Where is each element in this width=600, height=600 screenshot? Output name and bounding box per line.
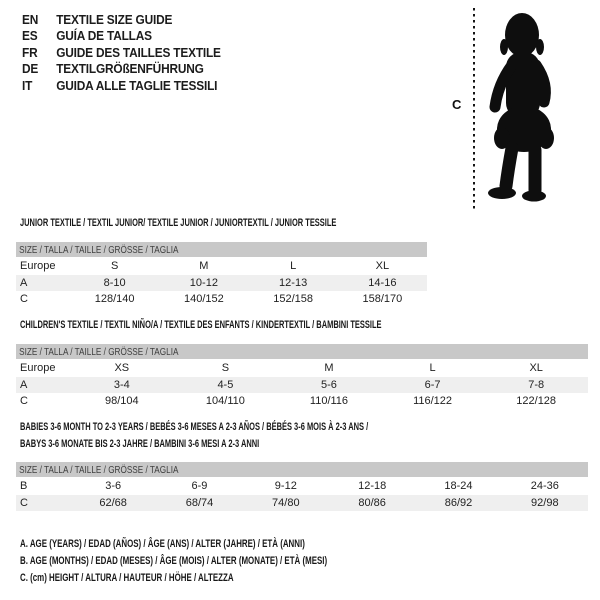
language-code: FR: [22, 45, 38, 60]
table-row: [16, 495, 588, 512]
section-title: [20, 419, 368, 452]
row-label: Europe: [20, 260, 56, 272]
row-label: C: [20, 496, 28, 509]
table-cell: 74/80: [272, 496, 300, 509]
children-size-table: [16, 344, 588, 410]
row-label: A: [20, 378, 28, 391]
table-cell: 68/74: [185, 496, 214, 509]
legend-item-height: C. (cm) HEIGHT / ALTURA / HAUTEUR / HÖHE / ALTEZZA: [20, 572, 234, 585]
table-cell: 152/158: [273, 293, 313, 305]
row-label: A: [20, 276, 28, 289]
row-label: Europe: [20, 362, 56, 374]
language-code: DE: [22, 62, 39, 77]
table-row: [16, 478, 588, 495]
language-item: [22, 12, 221, 28]
table-cell: 92/98: [531, 496, 559, 509]
table-cell: 110/116: [309, 395, 349, 407]
table-cell: 98/104: [104, 395, 139, 407]
table-cell: L: [429, 362, 436, 374]
legend-item-age-months: B. AGE (MONTHS) / EDAD (MESES) / ÂGE (MOIS) / ALTER (MONATE) / ETÀ (MESI): [20, 555, 328, 568]
table-cell: 6-7: [424, 378, 441, 391]
height-dashed-line: [473, 8, 475, 211]
table-row: [16, 258, 427, 275]
table-cell: S: [110, 260, 119, 272]
baby-height-figure: [440, 0, 600, 215]
language-code: EN: [22, 13, 39, 27]
table-cell: 10-12: [189, 276, 218, 289]
section-title: JUNIOR TEXTILE / TEXTIL JUNIOR/ TEXTILE JUNIOR / JUNIORTEXTIL / JUNIOR TESSILE: [20, 217, 337, 229]
table-cell: 14-16: [368, 276, 397, 289]
language-code: IT: [22, 78, 33, 93]
table-cell: 18-24: [444, 480, 473, 492]
baby-silhouette-icon: [483, 8, 581, 206]
table-header-label: SIZE / TALLA / TAILLE / GRÖSSE / TAGLIA: [19, 243, 179, 256]
height-measure-label: C: [452, 97, 462, 112]
table-cell: 140/152: [183, 293, 224, 305]
measurement-legend: [20, 536, 447, 588]
legend-item-age-years: A. AGE (YEARS) / EDAD (AÑOS) / ÂGE (ANS) / ALTER (JAHRE) / ETÀ (ANNI): [20, 538, 305, 550]
language-label: GUIDE DES TAILLES TEXTILE: [56, 45, 221, 60]
table-cell: 104/110: [205, 395, 245, 407]
table-cell: 12-18: [358, 480, 387, 492]
babies-size-table: [16, 462, 588, 511]
row-label: C: [20, 293, 28, 305]
table-cell: 62/68: [99, 496, 127, 509]
table-cell: 80/86: [358, 496, 386, 509]
table-cell: M: [199, 260, 209, 272]
table-cell: M: [324, 362, 334, 374]
table-cell: XL: [529, 362, 543, 374]
language-code: ES: [22, 29, 38, 44]
table-cell: 7-8: [528, 378, 545, 391]
table-cell: 3-6: [105, 480, 122, 492]
table-header-label: SIZE / TALLA / TAILLE / GRÖSSE / TAGLIA: [19, 345, 179, 358]
table-cell: 24-36: [530, 480, 559, 492]
table-cell: 3-4: [113, 378, 130, 391]
table-row: [16, 377, 588, 394]
table-cell: 4-5: [217, 378, 234, 391]
row-label: B: [20, 480, 28, 492]
table-cell: XL: [375, 260, 390, 272]
table-cell: 6-9: [191, 480, 208, 492]
table-row: [16, 275, 427, 292]
table-row: [16, 393, 588, 410]
language-item: [22, 78, 221, 94]
language-label: GUÍA DE TALLAS: [56, 29, 152, 44]
table-header-label: SIZE / TALLA / TAILLE / GRÖSSE / TAGLIA: [19, 463, 179, 476]
language-item: [22, 61, 221, 77]
table-row: [16, 291, 427, 308]
table-cell: XS: [114, 362, 130, 374]
table-header-bar: [16, 462, 588, 477]
language-list: [22, 12, 221, 94]
table-cell: 116/122: [413, 395, 453, 407]
row-label: C: [20, 395, 28, 407]
table-cell: 12-13: [279, 276, 308, 289]
table-cell: L: [290, 260, 297, 272]
language-label: GUIDA ALLE TAGLIE TESSILI: [56, 78, 218, 93]
table-header-bar: [16, 344, 588, 359]
table-row: [16, 360, 588, 377]
language-item: [22, 45, 221, 61]
language-label: TEXTILGRÖßENFÜHRUNG: [56, 62, 204, 77]
table-cell: 8-10: [103, 276, 126, 289]
language-item: [22, 28, 221, 44]
table-cell: 9-12: [274, 480, 297, 492]
section-title: CHILDREN'S TEXTILE / TEXTIL NIÑO/A / TEXTILE DES ENFANTS / KINDERTEXTIL / BAMBINI TESSILE: [20, 319, 382, 331]
table-cell: 5-6: [321, 378, 337, 391]
table-header-bar: [16, 242, 427, 257]
table-cell: S: [221, 362, 230, 374]
section-title-line2: BABYS 3-6 MONATE BIS 2-3 JAHRE / BAMBINI 3-6 MESI A 2-3 ANNI: [20, 437, 260, 450]
language-label: TEXTILE SIZE GUIDE: [56, 13, 173, 27]
table-cell: 86/92: [444, 496, 473, 509]
section-title-line1: BABIES 3-6 MONTH TO 2-3 YEARS / BEBÉS 3-6 MESES A 2-3 AÑOS / BÉBÉS 3-6 MOIS À 2-3 ANS /: [20, 421, 369, 433]
table-cell: 122/128: [516, 395, 557, 407]
junior-size-table: [16, 242, 427, 308]
table-cell: 128/140: [94, 293, 135, 305]
table-cell: 158/170: [362, 293, 403, 305]
